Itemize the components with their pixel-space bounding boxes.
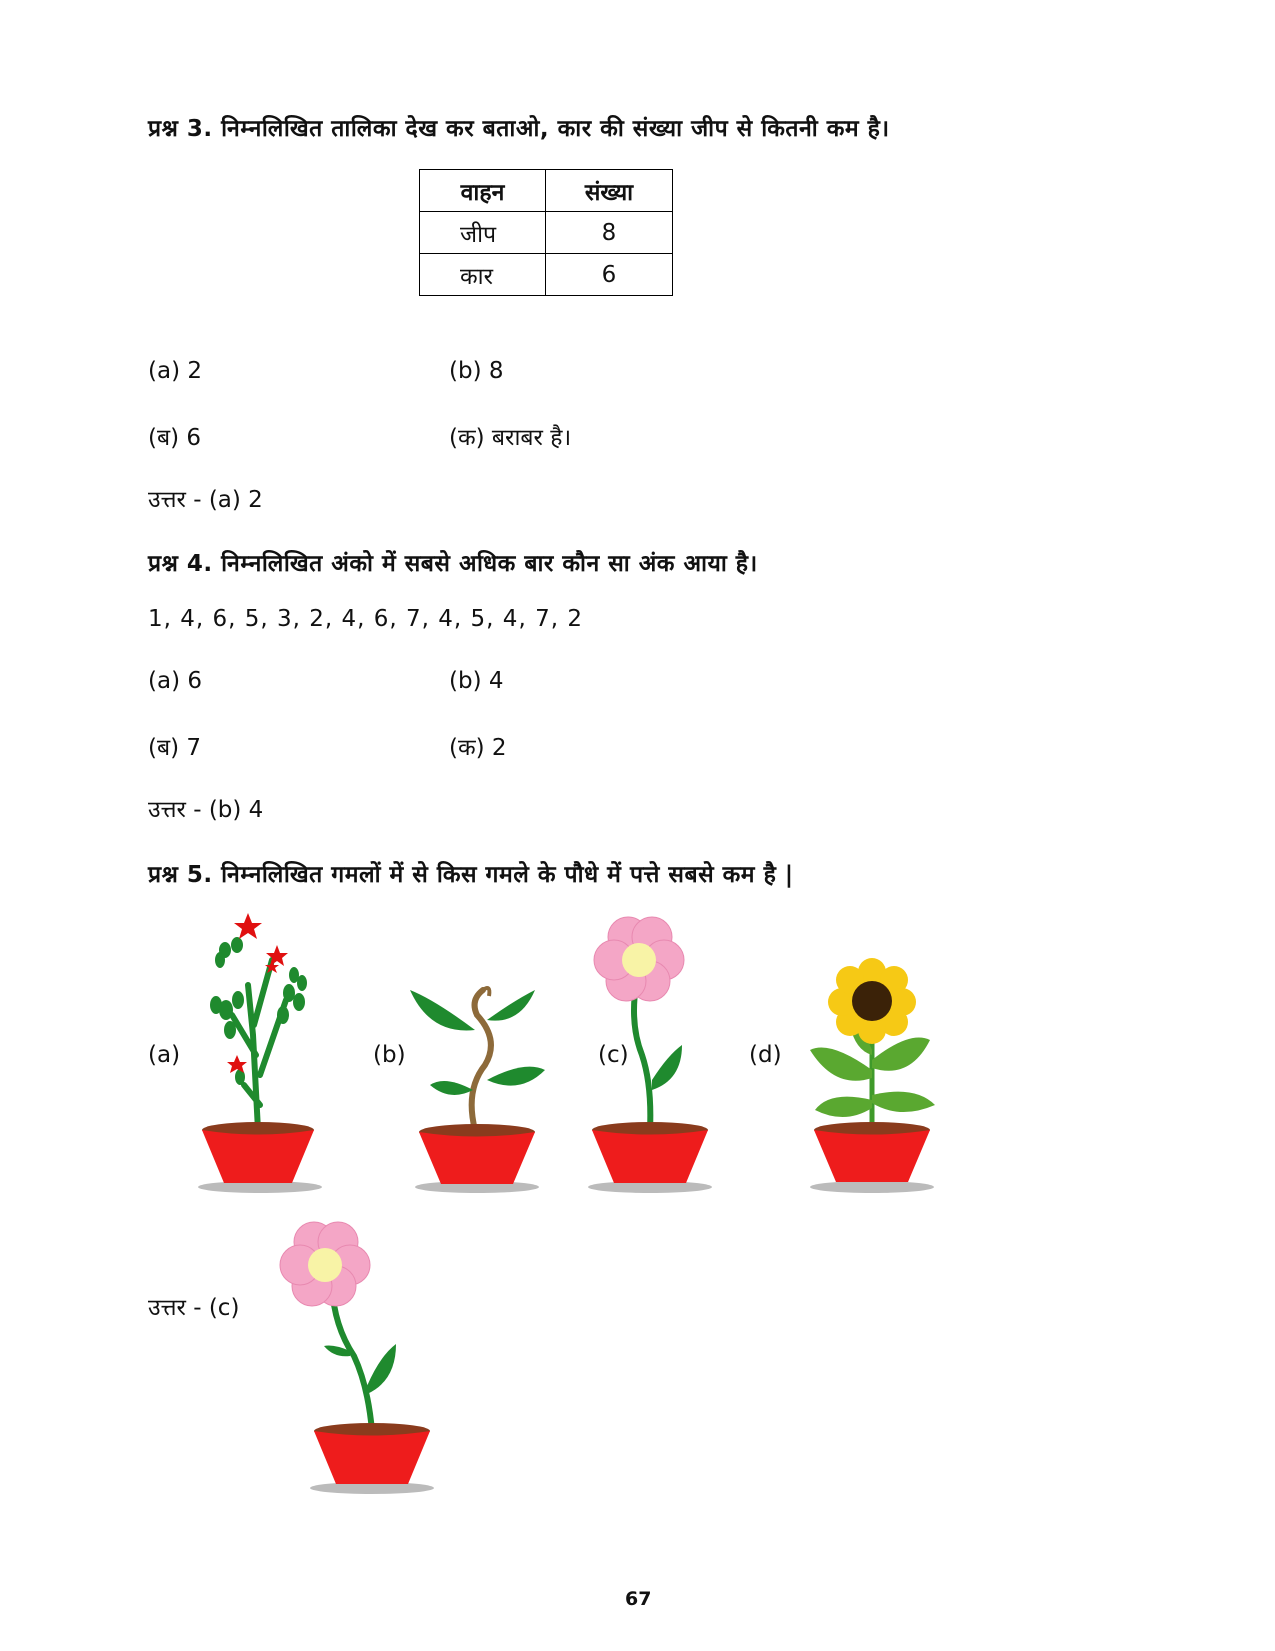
q5-label-c: (c) (598, 1042, 629, 1068)
plant-b-image (395, 970, 555, 1195)
q4-numbers: 1, 4, 6, 5, 3, 2, 4, 6, 7, 4, 5, 4, 7, 2 (148, 606, 583, 632)
q5-title: प्रश्न 5. निम्नलिखित गमलों में से किस गमले के पौधे में पत्ते सबसे कम है | (148, 862, 794, 888)
q3-answer: उत्तर - (a) 2 (148, 487, 263, 513)
table-cell-vehicle: जीप (420, 212, 546, 254)
plant-a-image (190, 905, 330, 1195)
table-cell-count: 6 (546, 254, 673, 296)
q3-option-b: (b) 8 (449, 358, 504, 384)
plant-c-image (570, 905, 730, 1195)
q3-option-a: (a) 2 (148, 358, 202, 384)
q4-title: प्रश्न 4. निम्नलिखित अंको में सबसे अधिक बार कौन सा अंक आया है। (148, 551, 758, 577)
table-header-count: संख्या (546, 170, 673, 212)
table-cell-vehicle: कार (420, 254, 546, 296)
table-cell-count: 8 (546, 212, 673, 254)
q4-option-a: (a) 6 (148, 668, 202, 694)
table-header-vehicle: वाहन (420, 170, 546, 212)
q4-option-d: (क) 2 (449, 735, 507, 761)
q5-label-a: (a) (148, 1042, 181, 1068)
q3-title: प्रश्न 3. निम्नलिखित तालिका देख कर बताओ, कार की संख्या जीप से कितनी कम है। (148, 116, 890, 142)
q5-answer: उत्तर - (c) (148, 1295, 240, 1321)
page-number: 67 (625, 1588, 652, 1610)
q5-label-d: (d) (749, 1042, 782, 1068)
table-row (420, 254, 673, 296)
q3-option-d: (क) बराबर है। (449, 425, 572, 451)
plant-d-image (800, 950, 950, 1195)
q4-option-b: (b) 4 (449, 668, 504, 694)
table-row (420, 212, 673, 254)
q5-label-b: (b) (373, 1042, 406, 1068)
q4-answer: उत्तर - (b) 4 (148, 797, 264, 823)
q3-option-c: (ब) 6 (148, 425, 202, 451)
q4-option-c: (ब) 7 (148, 735, 202, 761)
vehicle-table (419, 169, 673, 296)
answer-plant-c-image (272, 1216, 442, 1496)
table-header-row (420, 170, 673, 212)
